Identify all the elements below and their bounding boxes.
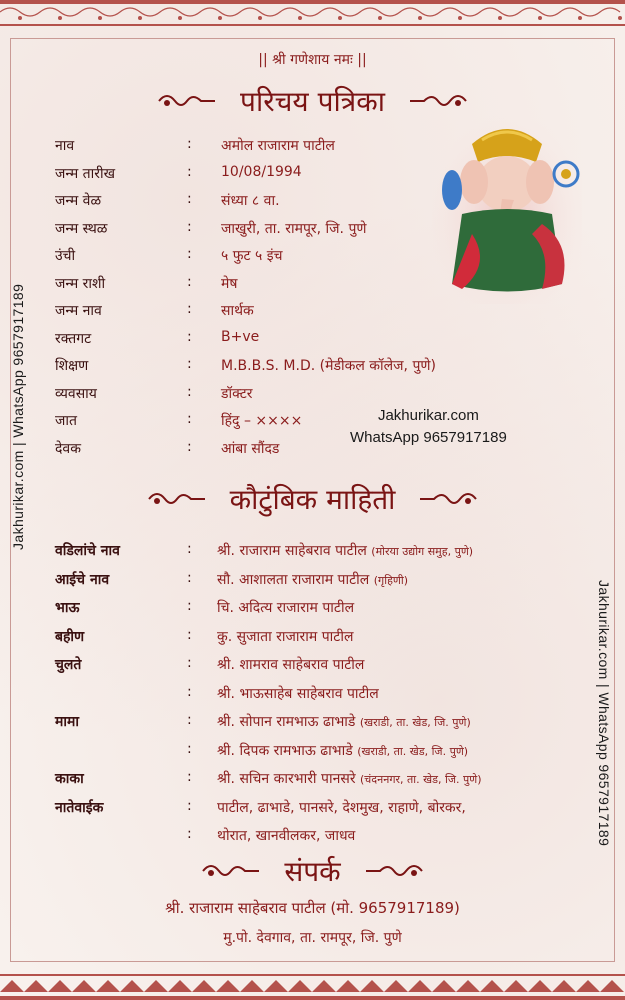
detail-value-text: श्री. सचिन कारभारी पानसरे (217, 771, 356, 787)
detail-colon: : (187, 328, 192, 345)
detail-value-text: डॉक्टर (221, 385, 253, 402)
contact-title (0, 852, 625, 890)
detail-label: रक्तगट (55, 330, 92, 347)
detail-colon: : (187, 383, 192, 400)
family-title (0, 480, 625, 518)
detail-colon: : (187, 769, 192, 785)
ganesha-idol-image (432, 114, 582, 304)
detail-colon: : (187, 541, 192, 557)
detail-value-text: हिंदु – ×××× (221, 413, 303, 429)
detail-value-text: श्री. दिपक रामभाऊ ढाभाडे (217, 742, 353, 759)
left-scroll-ornament-icon (147, 489, 207, 509)
detail-value-text: B+ve (221, 328, 260, 345)
detail-value (217, 769, 482, 788)
detail-value (221, 136, 335, 155)
detail-value (217, 541, 473, 560)
detail-value-text: मेष (221, 275, 238, 292)
detail-colon: : (187, 712, 192, 728)
detail-value (221, 219, 367, 238)
detail-colon: : (187, 411, 192, 427)
detail-label: जन्म नाव (55, 303, 102, 319)
detail-value (221, 164, 302, 180)
detail-label: व्यवसाय (55, 385, 97, 402)
detail-colon: : (187, 163, 192, 180)
detail-value (221, 411, 302, 430)
detail-value-text: जाखुरी, ता. रामपूर, जि. पुणे (221, 220, 367, 237)
detail-label: उंची (55, 248, 76, 264)
watermark-site: Jakhurikar.com (377, 407, 479, 424)
detail-note: (चंदननगर, ता. खेड, जि. पुणे) (360, 773, 482, 786)
detail-label: काका (55, 771, 84, 787)
detail-colon: : (187, 626, 192, 643)
detail-colon: : (187, 246, 192, 262)
detail-value (217, 570, 408, 589)
detail-colon: : (187, 740, 192, 757)
detail-value-text: थोरात, खानवीलकर, जाधव (217, 828, 356, 844)
center-watermark (350, 405, 507, 449)
detail-value (217, 798, 466, 817)
right-scroll-ornament-icon (418, 489, 478, 509)
detail-value (217, 684, 379, 703)
detail-value (217, 598, 354, 617)
detail-value-text: आंबा सौंदड (221, 440, 280, 457)
detail-colon: : (187, 438, 192, 455)
detail-colon: : (187, 218, 192, 235)
detail-value-text: सौ. आशालता राजाराम पाटील (217, 571, 370, 588)
left-scroll-ornament-icon (201, 861, 261, 881)
detail-label: जन्म राशी (55, 275, 106, 292)
side-watermark-right: Jakhurikar.com | WhatsApp 9657917189 (596, 580, 612, 847)
contact-address: मु.पो. देवगाव, ता. रामपूर, जि. पुणे (223, 930, 402, 946)
detail-note: (गृहिणी) (373, 573, 409, 587)
detail-label: मामा (55, 714, 79, 730)
right-scroll-ornament-icon (364, 861, 424, 881)
detail-value-text: श्री. सोपान रामभाऊ ढाभाडे (217, 714, 356, 730)
detail-label: बहीण (55, 628, 85, 645)
detail-label: जन्म तारीख (55, 165, 116, 182)
detail-value (217, 826, 355, 845)
detail-value (217, 627, 353, 646)
detail-label: नातेवाईक (55, 799, 104, 816)
detail-colon: : (187, 569, 192, 586)
family-title-text: कौटुंबिक माहिती (229, 483, 396, 516)
detail-note: (खराडी, ता. खेड, जि. पुणे) (357, 744, 469, 758)
side-watermark-left: Jakhurikar.com | WhatsApp 9657917189 (10, 283, 26, 550)
detail-label: आईचे नाव (55, 571, 110, 588)
detail-value-text: श्री. शामराव साहेबराव पाटील (217, 657, 365, 673)
detail-value (221, 384, 253, 403)
detail-colon: : (187, 136, 192, 152)
detail-label: देवक (55, 440, 81, 457)
detail-colon: : (187, 683, 192, 700)
left-scroll-ornament-icon (157, 91, 217, 111)
detail-value-text: कु. सुजाता राजाराम पाटील (217, 628, 354, 645)
detail-colon: : (187, 273, 192, 290)
watermark-phone: WhatsApp 9657917189 (350, 429, 507, 446)
right-scroll-ornament-icon (408, 91, 468, 111)
detail-label: जन्म वेळ (55, 193, 102, 209)
detail-label: वडिलांचे नाव (55, 543, 120, 559)
detail-label: जन्म स्थळ (55, 220, 108, 237)
detail-value (221, 191, 280, 210)
detail-value-text: M.B.B.S. M.D. (मेडीकल कॉलेज, पुणे) (221, 358, 436, 374)
detail-value (221, 356, 436, 375)
detail-value (217, 655, 364, 674)
detail-value-text: चि. अदित्य राजाराम पाटील (217, 600, 355, 616)
detail-value-text: श्री. भाऊसाहेब साहेबराव पाटील (217, 685, 379, 702)
detail-colon: : (187, 826, 192, 842)
detail-value (217, 741, 468, 760)
detail-value (221, 329, 259, 345)
detail-label: नाव (55, 138, 75, 154)
detail-value-text: ५ फुट ५ इंच (221, 248, 283, 264)
detail-colon: : (187, 598, 192, 614)
contact-title-text: संपर्क (284, 855, 341, 888)
detail-value (221, 439, 279, 458)
detail-note: (मोरया उद्योग समुह, पुणे) (371, 545, 474, 558)
contact-name-phone: श्री. राजाराम साहेबराव पाटील (मो. 9657917189) (165, 899, 460, 917)
detail-colon: : (187, 655, 192, 671)
detail-value (221, 246, 283, 265)
bottom-border-pattern (0, 970, 625, 1000)
invocation-text: || श्री गणेशाय नमः || (258, 52, 367, 68)
detail-colon: : (187, 191, 192, 207)
detail-value-text: संध्या ८ वा. (221, 193, 280, 209)
detail-value-text: श्री. राजाराम साहेबराव पाटील (217, 543, 367, 559)
detail-value-text: 10/08/1994 (221, 163, 302, 180)
detail-colon: : (187, 356, 192, 372)
detail-value (217, 712, 471, 731)
detail-colon: : (187, 797, 192, 814)
detail-value-text: पाटील, ढाभाडे, पानसरे, देशमुख, राहाणे, बोरकर, (217, 799, 466, 816)
detail-label: भाऊ (55, 600, 80, 616)
detail-label: शिक्षण (55, 358, 89, 374)
top-border-pattern (0, 0, 625, 30)
detail-note: (खराडी, ता. खेड, जि. पुणे) (359, 716, 471, 729)
detail-value-text: अमोल राजाराम पाटील (221, 138, 335, 154)
detail-value (221, 274, 237, 293)
intro-title-text: परिचय पत्रिका (240, 85, 385, 118)
detail-label: चुलते (55, 657, 82, 673)
detail-value-text: सार्थक (221, 303, 254, 319)
detail-label: जात (55, 413, 77, 429)
detail-value (221, 301, 254, 320)
detail-colon: : (187, 301, 192, 317)
